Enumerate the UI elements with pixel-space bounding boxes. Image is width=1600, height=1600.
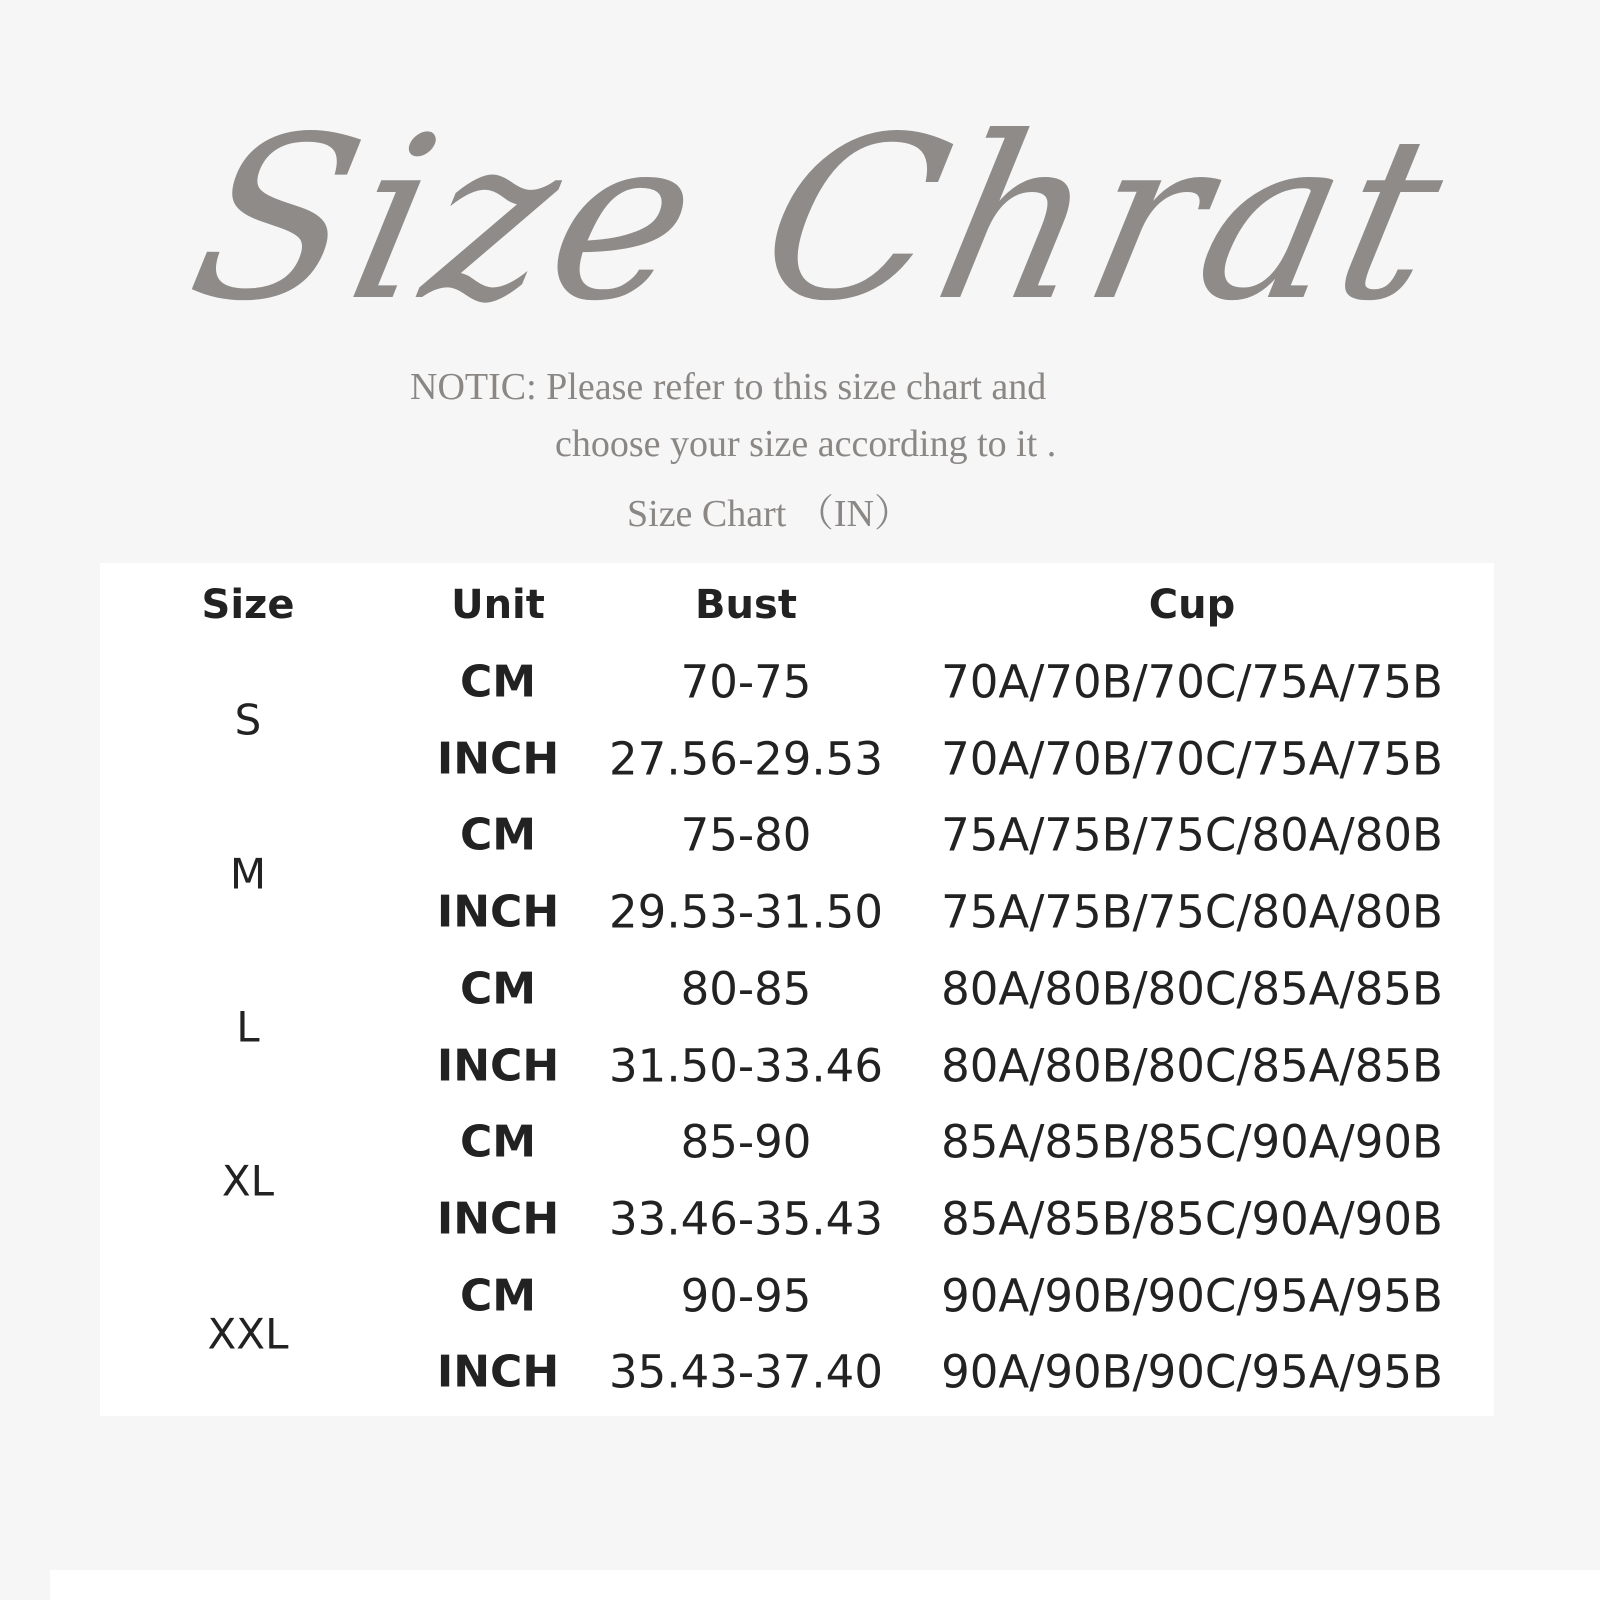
bust-cell: 75-80 [680, 808, 812, 862]
header-cup: Cup [1148, 582, 1236, 628]
size-label: XXL [207, 1309, 289, 1359]
bust-cell: 33.46-35.43 [609, 1192, 883, 1246]
cup-cell: 80A/80B/80C/85A/85B [941, 1039, 1443, 1092]
header-unit: Unit [451, 582, 545, 628]
unit-cell: INCH [436, 1040, 560, 1091]
size-label: L [236, 1002, 260, 1052]
unit-cell: CM [459, 809, 537, 861]
cup-cell: 85A/85B/85C/90A/90B [941, 1115, 1443, 1169]
page-title: Size Chrat [172, 89, 1467, 351]
cup-cell: 75A/75B/75C/80A/80B [941, 885, 1443, 939]
cup-cell: 70A/70B/70C/75A/75B [941, 732, 1443, 786]
size-table-panel [100, 563, 1494, 1416]
unit-cell: CM [459, 1270, 537, 1322]
cup-cell: 75A/75B/75C/80A/80B [941, 808, 1443, 862]
bottom-strip [50, 1570, 1600, 1600]
bust-cell: 70-75 [680, 655, 812, 709]
unit-cell: CM [459, 656, 537, 708]
bust-cell: 29.53-31.50 [609, 885, 883, 939]
bust-cell: 85-90 [680, 1115, 812, 1169]
cup-cell: 90A/90B/90C/95A/95B [941, 1269, 1443, 1323]
notice-line-1: NOTIC: Please refer to this size chart and [410, 366, 1047, 408]
cup-cell: 85A/85B/85C/90A/90B [941, 1192, 1443, 1246]
header-bust: Bust [695, 582, 797, 628]
unit-cell: INCH [436, 1193, 560, 1245]
bust-cell: 27.56-29.53 [609, 732, 883, 786]
size-label: XL [221, 1156, 275, 1206]
unit-cell: INCH [436, 886, 560, 938]
bust-cell: 80-85 [680, 962, 812, 1016]
unit-cell: CM [459, 963, 537, 1015]
notice-line-2: choose your size according to it . [555, 423, 1057, 465]
cup-cell: 70A/70B/70C/75A/75B [941, 655, 1443, 709]
unit-cell: INCH [436, 1346, 560, 1398]
size-table [100, 563, 1494, 1416]
unit-cell: CM [459, 1116, 537, 1168]
cup-cell: 80A/80B/80C/85A/85B [941, 962, 1443, 1016]
bust-cell: 90-95 [680, 1269, 812, 1323]
unit-cell: INCH [436, 733, 560, 785]
bust-cell: 31.50-33.46 [609, 1039, 883, 1092]
chart-unit-label: Size Chart （IN） [627, 493, 912, 535]
size-label: M [229, 849, 267, 899]
bust-cell: 35.43-37.40 [609, 1345, 883, 1399]
header-size: Size [201, 582, 295, 628]
size-label: S [234, 695, 262, 745]
cup-cell: 90A/90B/90C/95A/95B [941, 1345, 1443, 1399]
